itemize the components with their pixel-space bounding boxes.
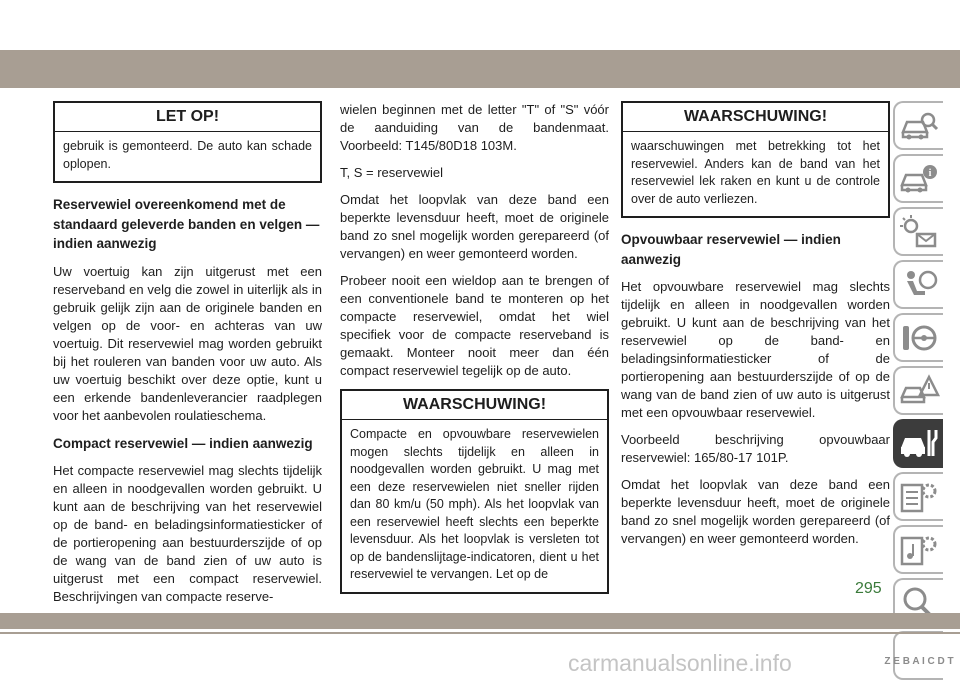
- footer-band: [0, 613, 960, 629]
- section-heading-standard-spare: Reservewiel overeenkomend met de standaard geleverde banden en velgen — indien aanwezig: [53, 197, 320, 251]
- car-info-icon: [899, 161, 939, 197]
- tab-warning[interactable]: [893, 366, 943, 415]
- steering-wheel-icon: [899, 320, 939, 356]
- tab-dashboard-lights[interactable]: [893, 207, 943, 256]
- tab-car-tools[interactable]: [893, 419, 943, 468]
- paragraph-wheel-cover: Probeer nooit een wieldop aan te brengen of een conventionele band te monteren op het compacte reservewiel, omdat het wiel specifiek voor de compacte reserveband is gemaakt. Monteer nooit meer dan één compact reservewiel tegelijk op de auto.: [340, 273, 609, 378]
- paragraph-standard-spare: Uw voertuig kan zijn uitgerust met een reserveband en velg die zowel in uiterlijk als in gebruik gelijk zijn aan de originele banden en velgen op de voor- en achteras van uw voertuig. Dit reservewiel mag worden gebruikt bij het rouleren van banden voor uw auto. Als uw voertuig beschikt over deze optie, kunt u een erkende bandenleverancier raadplegen voor het aanbevolen roulatieschema.: [53, 263, 322, 423]
- tab-index[interactable]: [884, 631, 954, 680]
- warning-box-continued: [621, 101, 890, 218]
- tab-airbag[interactable]: [893, 260, 943, 309]
- svg-text:i: i: [928, 167, 932, 179]
- airbag-icon: [899, 267, 939, 303]
- paragraph-tread-life: Omdat het loopvlak van deze band een beperkte levensduur heeft, moet de originele band zo snel mogelijk worden gerepareerd (of vervangen) en weer gemonteerd worden.: [340, 192, 609, 261]
- tab-car-search[interactable]: [893, 101, 943, 150]
- tab-specs[interactable]: [893, 472, 943, 521]
- warning-triangle-icon: [899, 373, 939, 409]
- music-settings-icon: [899, 532, 939, 568]
- warning-text: waarschuwingen met betrekking tot het reservewiel. Anders kan de band van het reservewiel lek raken en kunt u de controle over de auto verliezen.: [631, 139, 880, 206]
- column-3: [621, 101, 890, 557]
- page-number: 295: [855, 580, 882, 597]
- paragraph-spare-legend: T, S = reservewiel: [340, 165, 443, 180]
- tab-car-info[interactable]: [893, 154, 943, 203]
- column-2: [340, 101, 609, 606]
- warning-text: Compacte en opvouwbare reservewielen mogen slechts tijdelijk en alleen in noodgevallen worden gebruikt. U mag met een deze reservewielen niet sneller rijden dan 80 km/u (50 mph). Als het loopvlak van een reservewiel heeft slechts een beperkte levensduur. Als het loopvlak is versleten tot op de bandenslijtage-indicatoren, dient u het reservewiel te vervangen. Let op de: [350, 427, 599, 581]
- tab-music-settings[interactable]: [893, 525, 943, 574]
- paragraph-spare-letters: wielen beginnen met de letter "T" of "S" vóór de aanduiding van de bandenmaat. Voorbeeld: T145/80D18 103M.: [340, 102, 609, 153]
- paragraph-compact-spare: Het compacte reservewiel mag slechts tijdelijk en alleen in noodgevallen worden gebruikt. U kunt aan de beschrijving van het reservewiel op de band- en beladingsinformatiesticker of de portieropening aan bestuurderszijde of op de wang van de band zien of uw auto is uitgerust met een compact reservewiel. Beschrijvingen van compacte reserve-: [53, 463, 322, 604]
- caution-heading: LET OP!: [55, 103, 320, 132]
- column-1: [53, 101, 322, 615]
- warning-heading: WAARSCHUWING!: [623, 103, 888, 132]
- header-band: [0, 50, 960, 88]
- paragraph-foldable-spare: Het opvouwbare reservewiel mag slechts tijdelijk en alleen in noodgevallen worden gebruikt. U kunt aan de beschrijving van het reservewiel op de band- en beladingsinformatiesticker of de portieropening aan bestuurderszijde of op de wang van de band zien of uw auto is uitgerust met een opvouwbaar reservewiel.: [621, 279, 890, 420]
- warning-box: [340, 389, 609, 594]
- car-tools-icon: [899, 426, 939, 462]
- footer-line: [0, 632, 960, 634]
- specs-gear-icon: [899, 479, 939, 515]
- index-letters-icon: [884, 638, 954, 674]
- car-search-icon: [899, 108, 939, 144]
- caution-box: [53, 101, 322, 183]
- index-letters: Z E B A I C D T: [884, 655, 954, 667]
- dashboard-lights-icon: [899, 214, 939, 250]
- paragraph-foldable-example: Voorbeeld beschrijving opvouwbaar reservewiel: 165/80-17 101P.: [621, 432, 890, 465]
- warning-heading: WAARSCHUWING!: [342, 391, 607, 420]
- section-heading-compact-spare: Compact reservewiel — indien aanwezig: [53, 435, 313, 451]
- caution-text: gebruik is gemonteerd. De auto kan schade oplopen.: [63, 139, 312, 171]
- chapter-tabs: [884, 101, 954, 684]
- watermark: carmanualsonline.info: [568, 650, 792, 676]
- paragraph-foldable-tread: Omdat het loopvlak van deze band een beperkte levensduur heeft, moet de originele band zo snel mogelijk worden gerepareerd (of vervangen) en weer gemonteerd worden.: [621, 477, 890, 546]
- section-heading-foldable-spare: Opvouwbaar reservewiel — indien aanwezig: [621, 232, 841, 267]
- tab-steering-wheel[interactable]: [893, 313, 943, 362]
